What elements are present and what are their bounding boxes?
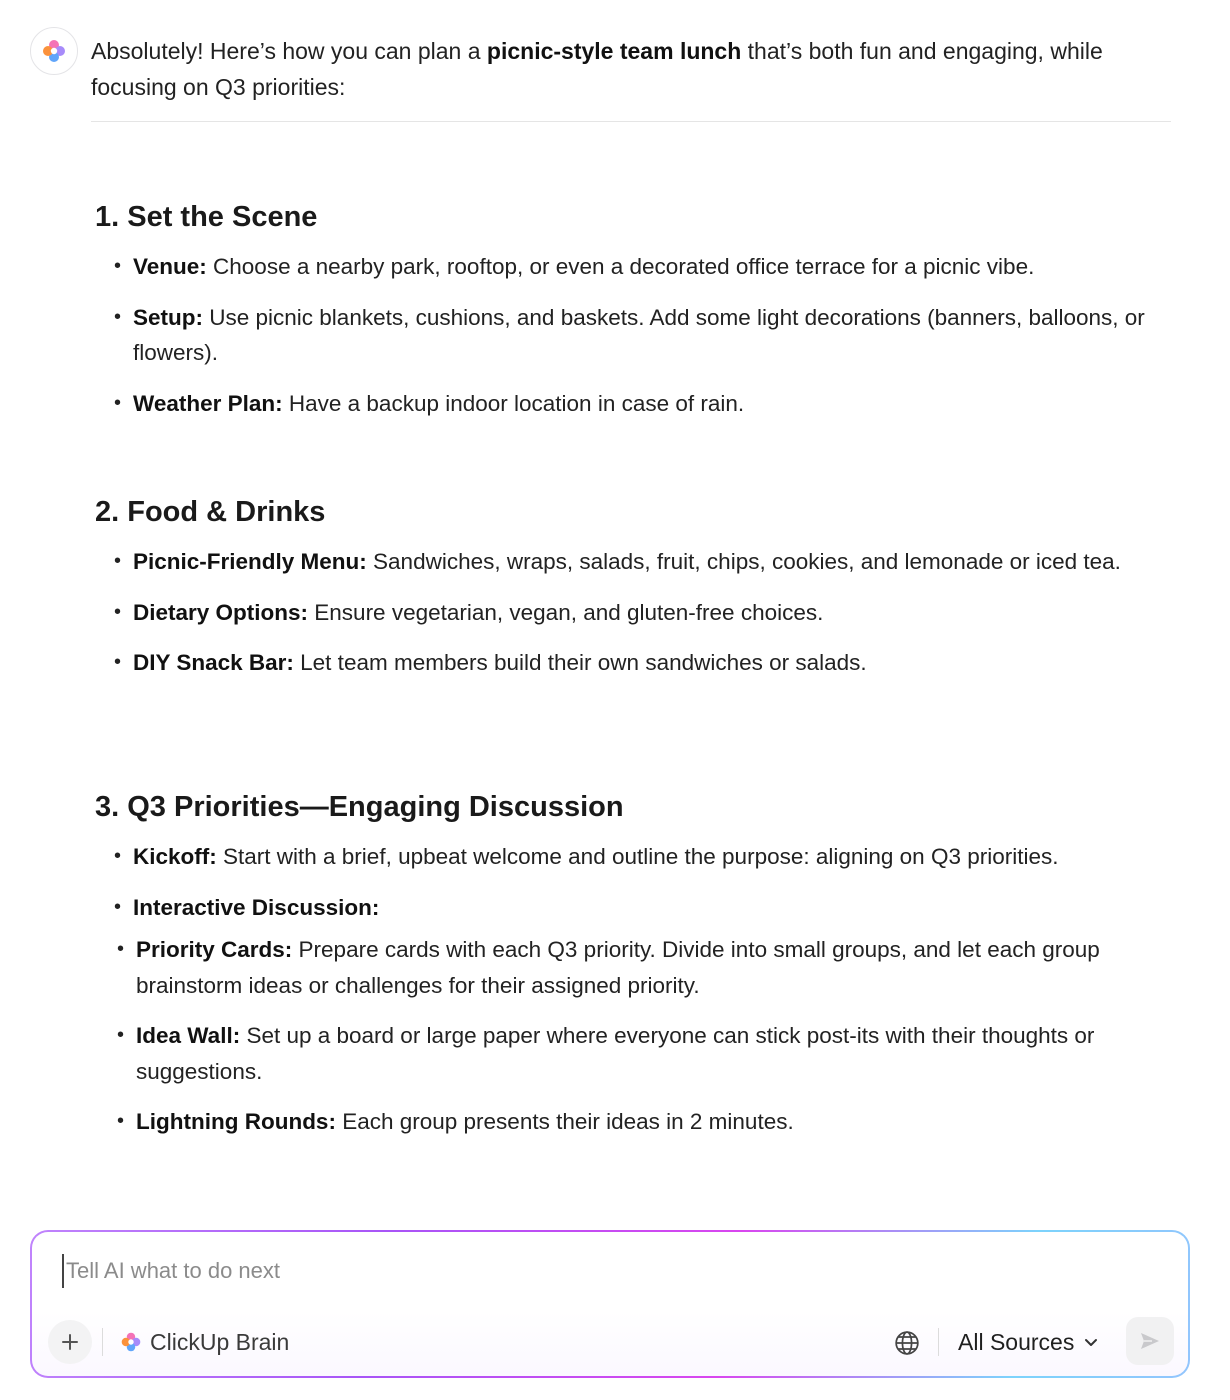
web-search-button[interactable] [890, 1326, 924, 1360]
item-label: DIY Snack Bar: [133, 650, 294, 675]
item-text: Let team members build their own sandwiches or salads. [293, 650, 867, 675]
prompt-input[interactable] [62, 1254, 1062, 1288]
item-label: Venue: [133, 254, 207, 279]
chevron-down-icon [1082, 1333, 1100, 1351]
item-label: Dietary Options: [133, 599, 309, 625]
ai-composer [30, 1230, 1190, 1378]
add-attachment-button[interactable] [48, 1320, 92, 1364]
intro-prefix: Absolutely! Here’s how you can plan a [91, 38, 487, 64]
bullet-list [95, 544, 1175, 681]
toolbar-divider [102, 1328, 103, 1356]
item-text: Sandwiches, wraps, salads, fruit, chips, cookies, and lemonade or iced tea. [366, 549, 1121, 574]
intro-suffix: that’s both fun and engaging, while focusing on Q3 priorities: [91, 38, 1103, 100]
item-label: Lightning Rounds: [136, 1109, 336, 1134]
clickup-brain-label: ClickUp Brain [150, 1328, 290, 1355]
item-label: Idea Wall: [136, 1023, 241, 1048]
plus-icon [60, 1332, 80, 1352]
item-text: Have a backup indoor location in case of rain. [282, 390, 745, 416]
send-icon [1138, 1329, 1162, 1353]
list-item [95, 839, 1175, 875]
clickup-brain-icon [41, 38, 67, 64]
item-label: Setup: [133, 304, 203, 330]
assistant-intro [91, 33, 1181, 105]
item-label: Interactive Discussion: [133, 894, 380, 920]
composer-body [32, 1232, 1188, 1376]
item-label: Picnic-Friendly Menu: [133, 549, 367, 574]
intro-bold: picnic-style team lunch [486, 38, 742, 64]
section-set-the-scene [95, 199, 1175, 436]
item-label: Kickoff: [133, 844, 217, 869]
clickup-brain-icon [120, 1331, 142, 1353]
toolbar-divider [938, 1328, 939, 1356]
section-food-and-drinks [95, 494, 1175, 696]
send-button[interactable] [1126, 1317, 1174, 1365]
clickup-brain-button[interactable] [120, 1324, 289, 1360]
section-heading: 1. Set the Scene [95, 201, 318, 233]
nested-bullet-list [95, 932, 1175, 1140]
bullet-list [95, 249, 1175, 421]
list-item [95, 544, 1175, 580]
item-text: Start with a brief, upbeat welcome and outline the purpose: aligning on Q3 priorities. [216, 844, 1059, 869]
bullet-list [95, 839, 1175, 1140]
list-item [95, 645, 1175, 681]
item-label: Priority Cards: [136, 937, 293, 962]
item-text: Choose a nearby park, rooftop, or even a decorated office terrace for a picnic vibe. [206, 254, 1035, 279]
sources-label: All Sources [958, 1328, 1075, 1355]
section-heading: 2. Food & Drinks [95, 496, 326, 528]
nested-list-item [95, 1104, 1175, 1140]
section-heading: 3. Q3 Priorities—Engaging Discussion [95, 791, 624, 823]
nested-list-item [95, 1018, 1175, 1089]
item-text: Set up a board or large paper where everyone can stick post-its with their thoughts or suggestions. [136, 1023, 1095, 1084]
list-item [95, 890, 1175, 1140]
sources-dropdown[interactable] [958, 1324, 1100, 1360]
globe-icon [894, 1330, 920, 1356]
list-item [95, 386, 1175, 422]
intro-divider [91, 121, 1171, 122]
list-item [95, 249, 1175, 285]
nested-list-item [95, 932, 1175, 1003]
item-text: Ensure vegetarian, vegan, and gluten-free choices. [308, 599, 824, 625]
item-text: Each group presents their ideas in 2 minutes. [335, 1109, 794, 1134]
assistant-avatar [30, 27, 78, 75]
list-item [95, 595, 1175, 631]
section-q3-priorities [95, 789, 1175, 1155]
item-text: Use picnic blankets, cushions, and baskets. Add some light decorations (banners, balloons, or flowers). [133, 304, 1145, 365]
list-item [95, 300, 1175, 371]
item-text: Prepare cards with each Q3 priority. Divide into small groups, and let each group brainstorm ideas or challenges for their assigned priority. [136, 937, 1100, 998]
item-label: Weather Plan: [133, 390, 283, 416]
